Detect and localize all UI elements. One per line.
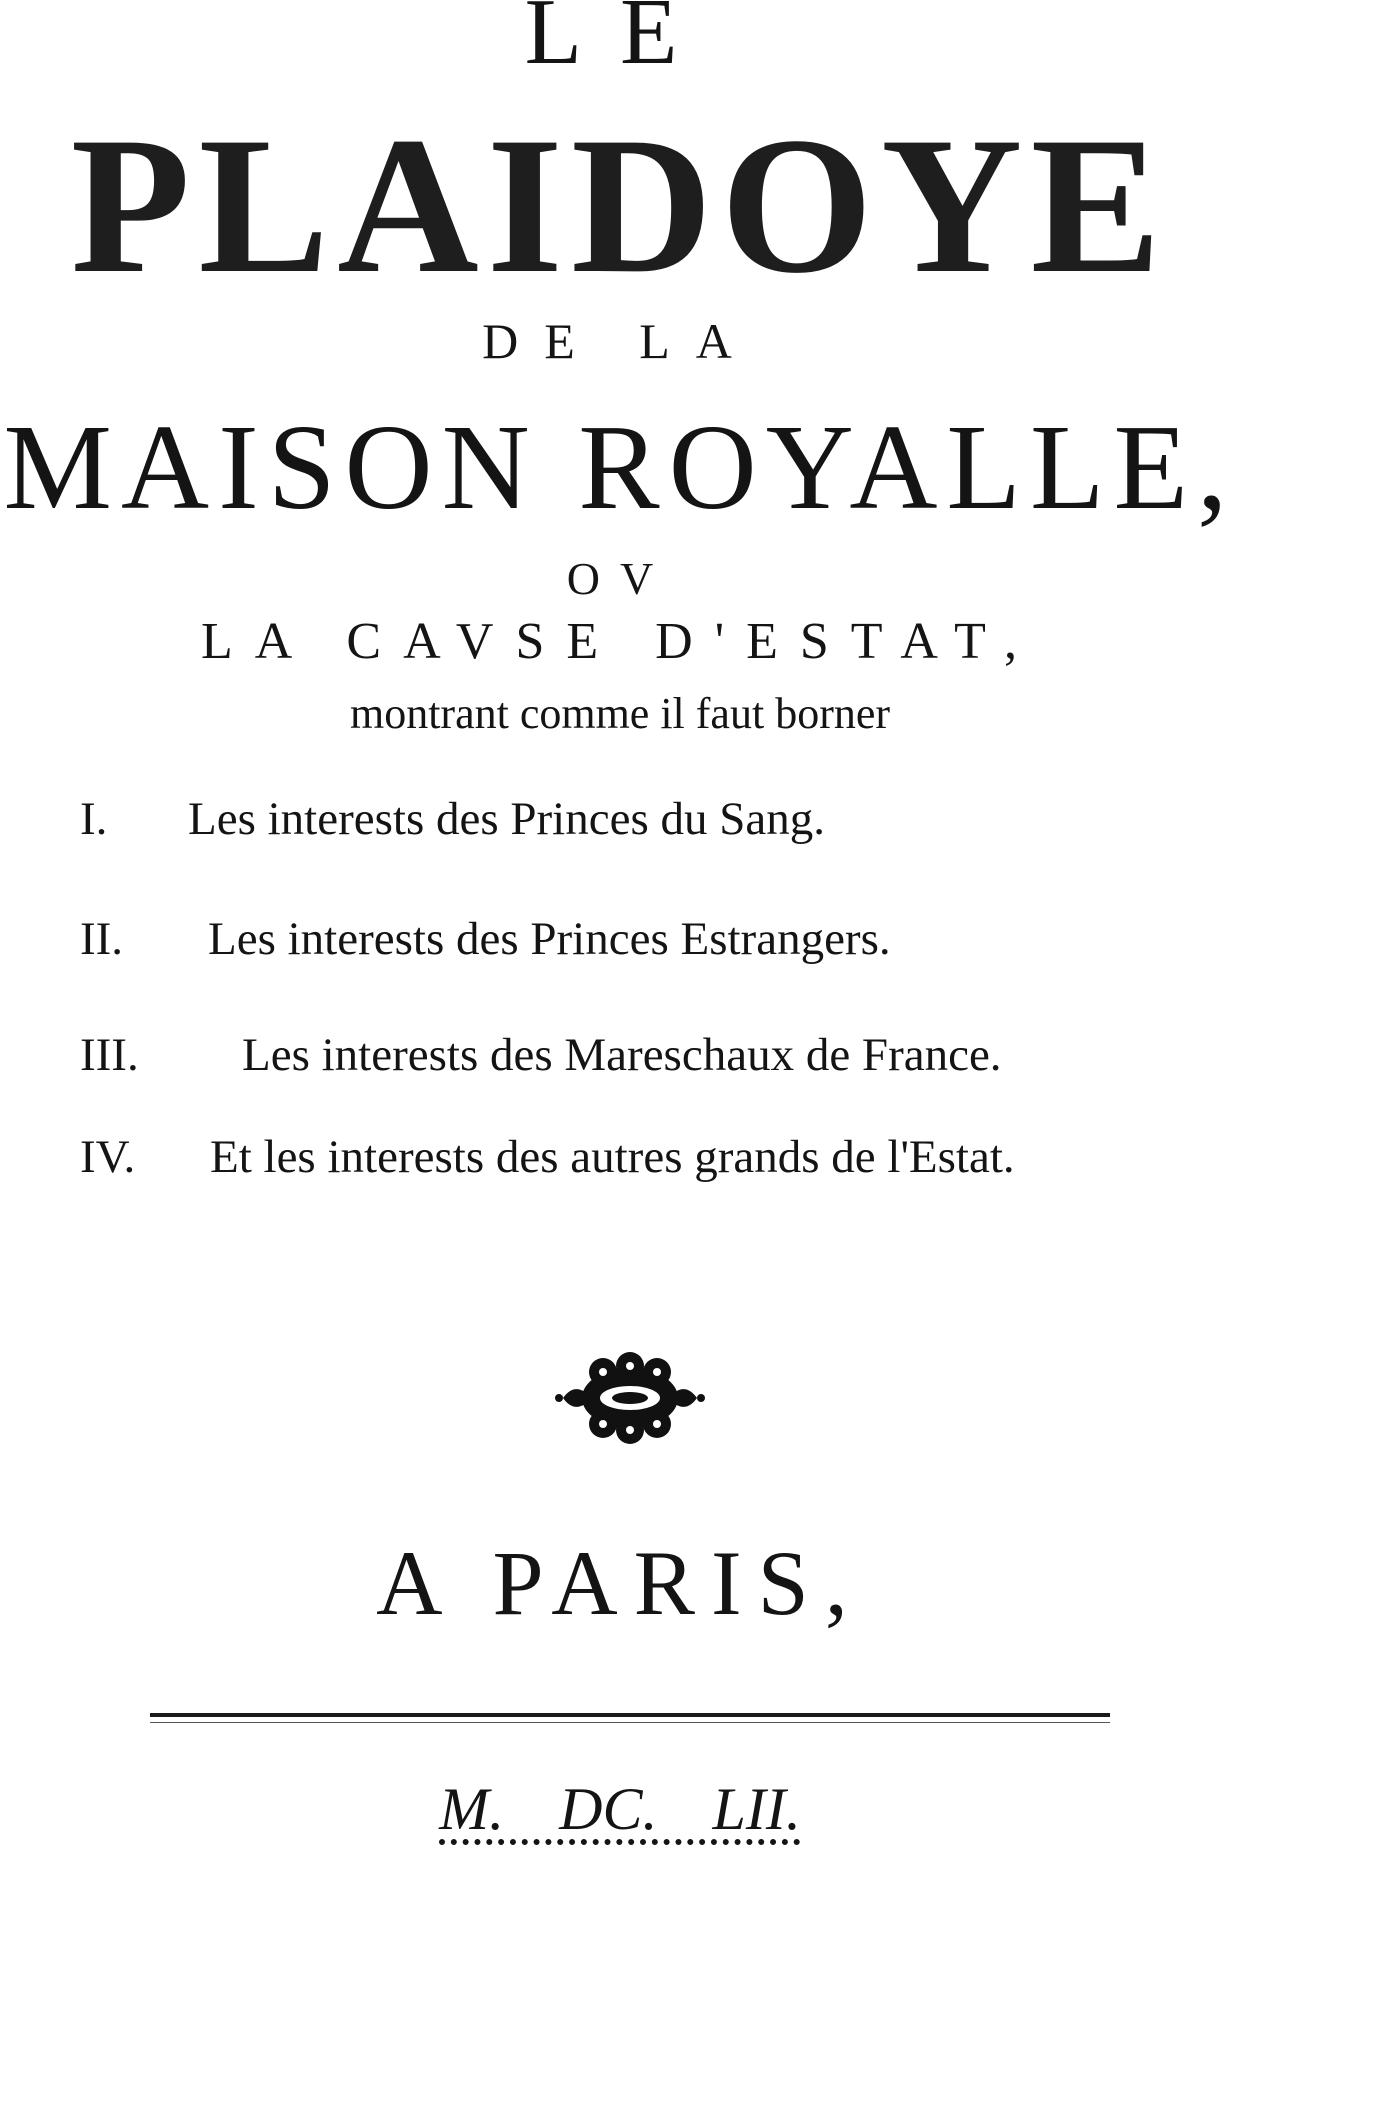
list-item	[80, 1130, 1015, 1184]
title-ou: OV	[566, 553, 674, 604]
title-de-la: DE LA	[482, 313, 758, 369]
imprint-place: A PARIS,	[376, 1532, 864, 1634]
list-item-number: IV.	[80, 1131, 136, 1183]
title-plaidoye: PLAIDOYE	[70, 97, 1170, 314]
list-item-number: III.	[80, 1029, 139, 1081]
list-item	[80, 912, 891, 966]
imprint-year	[0, 1775, 1240, 1844]
title-le: LE	[524, 0, 716, 84]
title-maison-royalle: MAISON ROYALLE,	[3, 400, 1237, 535]
divider-rule-thin	[150, 1722, 1110, 1723]
list-item-text: Les interests des Princes du Sang.	[188, 793, 826, 845]
list-item-text: Et les interests des autres grands de l'Estat.	[210, 1131, 1015, 1183]
list-item-number: II.	[80, 913, 124, 965]
divider-rule	[150, 1713, 1110, 1717]
title-cause-estat: LA CAVSE D'ESTAT,	[200, 613, 1040, 670]
list-item	[80, 792, 825, 846]
list-item-text: Les interests des Mareschaux de France.	[242, 1029, 1002, 1081]
list-item-number: I.	[80, 793, 108, 845]
imprint-year-text: M. DC. LII.	[439, 1776, 801, 1842]
list-item	[80, 1028, 1002, 1082]
subtitle-montrant: montrant comme il faut borner	[349, 689, 891, 738]
printer-fleuron-icon	[555, 1350, 705, 1446]
list-item-text: Les interests des Princes Estrangers.	[208, 913, 891, 965]
